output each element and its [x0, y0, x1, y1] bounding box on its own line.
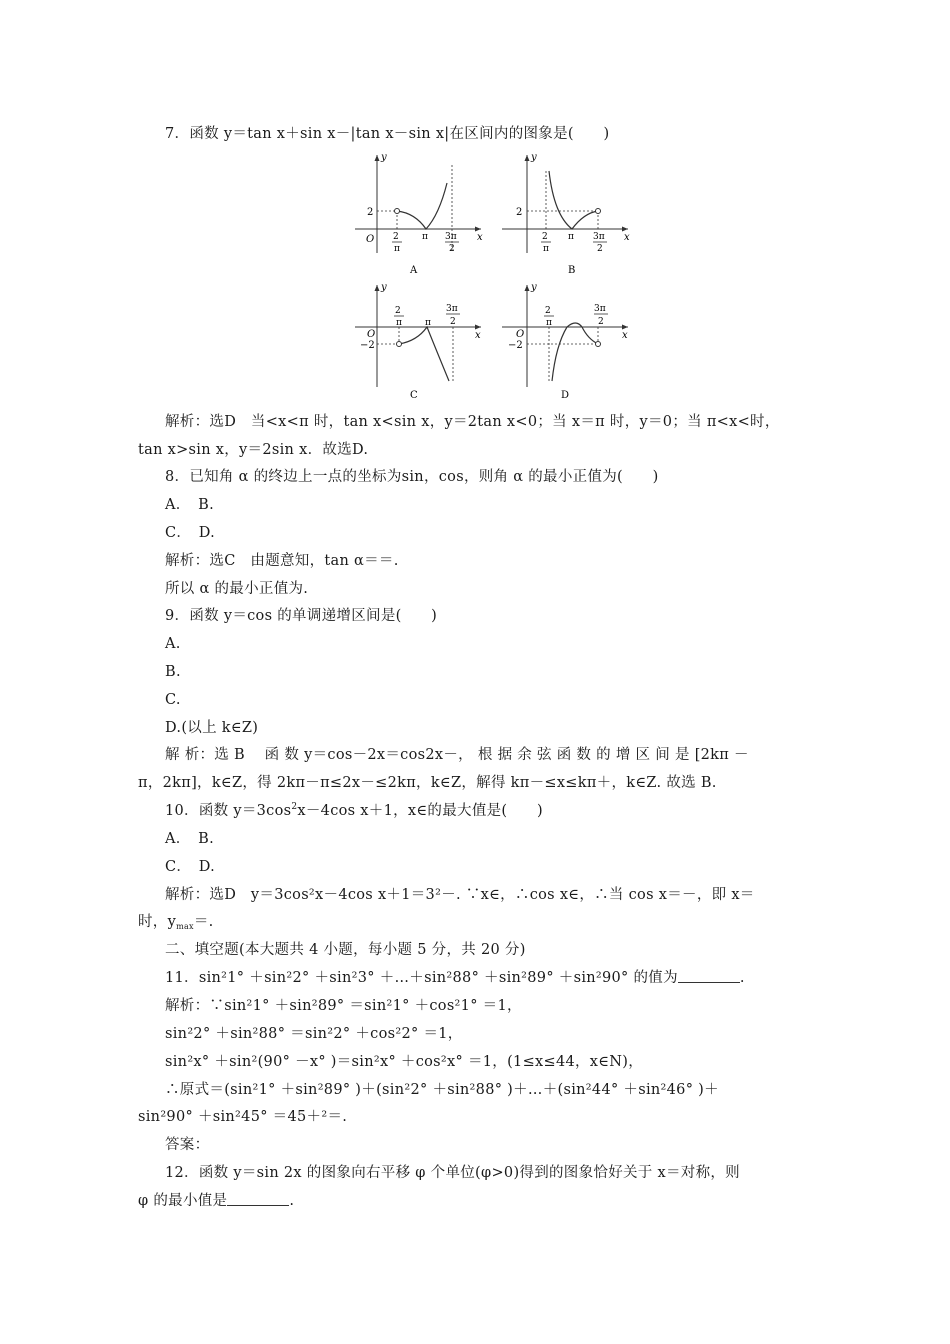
- svg-text:2: 2: [516, 207, 523, 218]
- svg-text:π: π: [546, 318, 552, 328]
- svg-text:x: x: [624, 232, 630, 243]
- q7-solution-2: tan x>sin x，y＝2sin x．故选D.: [138, 442, 369, 458]
- q9-option-d: D.(以上 k∈Z): [165, 720, 259, 736]
- q10-solution-1: 解析：选D y＝3cos²x－4cos x＋1＝3²－. ∵x∈，∴cos x∈，∴当 cos x＝－，即 x＝: [165, 887, 755, 903]
- q8-options-ab: A． B.: [165, 497, 214, 513]
- svg-text:π: π: [422, 232, 428, 242]
- q11-solution-5: sin²90° ＋sin²45° ＝45＋²＝.: [138, 1109, 348, 1125]
- q10-solution-2: 时，$y_{max}=$.: [138, 914, 214, 931]
- svg-text:π: π: [394, 244, 400, 254]
- q12-stem: 12．函数 y＝sin 2x 的图象向右平移 φ 个单位(φ>0)得到的图象恰好关于 x＝对称，则: [165, 1165, 740, 1181]
- q9-solution-1: 解 析：选 B 函 数 y＝cos－2x＝cos2x－， 根 据 余 弦 函 数 的 增 区 间 是 [2kπ －: [165, 747, 749, 763]
- curve: [397, 183, 447, 229]
- q8-solution-1: 解析：选C 由题意知，tan α＝＝.: [165, 553, 399, 569]
- q11-solution-4: ∴原式＝(sin²1° ＋sin²89° )＋(sin²2° ＋sin²88° )＋…＋(sin²44° ＋sin²46° )＋: [165, 1082, 719, 1098]
- graph-a: [355, 152, 485, 280]
- svg-text:2: 2: [450, 317, 456, 327]
- graph-b-label: B: [568, 265, 576, 276]
- answer-blank[interactable]: [227, 1193, 289, 1206]
- q10-options-cd: C． D.: [165, 859, 216, 875]
- svg-text:x: x: [477, 232, 483, 243]
- q10-stem: 10．函数 $y=3\cos^2x-4\cos$ x＋1，x∈的最大值是( ): [165, 802, 543, 819]
- q11-solution-2: sin²2° ＋sin²88° ＝sin²2° ＋cos²2° ＝1，: [165, 1026, 463, 1042]
- svg-text:2: 2: [545, 306, 551, 316]
- svg-text:π: π: [425, 318, 431, 328]
- svg-text:2: 2: [395, 306, 401, 316]
- svg-text:2: 2: [598, 317, 604, 327]
- svg-text:y: y: [381, 282, 387, 293]
- graph-d-label: D: [561, 390, 570, 401]
- svg-text:2: 2: [449, 244, 455, 254]
- q7-solution-1: 解析：选D 当<x<π 时，tan x<sin x，y＝2tan x<0；当 x＝π 时，y＝0；当 π<x<时，: [165, 414, 780, 430]
- svg-text:2: 2: [542, 232, 548, 242]
- graph-c: [355, 282, 485, 405]
- svg-text:3π: 3π: [445, 232, 457, 242]
- q12-stem-2: φ 的最小值是 .: [138, 1193, 295, 1209]
- svg-text:π: π: [568, 232, 574, 242]
- svg-text:π: π: [396, 318, 402, 328]
- svg-text:2: 2: [393, 232, 399, 242]
- svg-text:3π: 3π: [593, 232, 605, 242]
- q10-options-ab: A． B.: [165, 831, 214, 847]
- q11-stem: 11．sin²1° ＋sin²2° ＋sin²3° ＋…＋sin²88° ＋sin²89° ＋sin²90° 的值为 .: [165, 970, 745, 986]
- svg-text:O: O: [366, 234, 375, 245]
- svg-text:x: x: [622, 330, 628, 341]
- q11-answer-label: 答案：: [165, 1137, 210, 1153]
- graph-c-label: C: [410, 390, 418, 401]
- svg-text:−2: −2: [360, 340, 375, 351]
- svg-text:3π: 3π: [446, 304, 458, 314]
- q9-option-a: A.: [165, 636, 181, 652]
- svg-text:x: x: [475, 330, 481, 341]
- q9-stem: 9．函数 y＝cos 的单调递增区间是( ): [165, 608, 438, 624]
- svg-text:y: y: [381, 152, 387, 163]
- graph-b: [502, 152, 632, 280]
- svg-text:y: y: [531, 152, 537, 163]
- q11-solution-1: 解析：∵sin²1° ＋sin²89° ＝sin²1° ＋cos²1° ＝1，: [165, 998, 522, 1014]
- svg-text:2: 2: [367, 207, 374, 218]
- svg-text:O: O: [367, 329, 376, 340]
- q11-solution-3: sin²x° ＋sin²(90° －x° )＝sin²x° ＋cos²x° ＝1，(1≤x≤44，x∈N)，: [165, 1054, 644, 1070]
- graph-a-label: A: [410, 265, 418, 276]
- svg-text:O: O: [516, 329, 525, 340]
- svg-text:2: 2: [597, 244, 603, 254]
- q8-options-cd: C． D.: [165, 525, 216, 541]
- svg-text:π: π: [543, 244, 549, 254]
- q8-solution-2: 所以 α 的最小正值为.: [165, 581, 309, 597]
- q7-stem: 7．函数 y＝tan x＋sin x－|tan x－sin x|在区间内的图象是( ): [165, 126, 610, 142]
- q9-option-b: B.: [165, 664, 181, 680]
- answer-blank[interactable]: [678, 970, 740, 983]
- svg-text:3π: 3π: [594, 304, 606, 314]
- q9-option-c: C.: [165, 692, 181, 708]
- svg-text:y: y: [531, 282, 537, 293]
- q8-stem: 8．已知角 α 的终边上一点的坐标为sin，cos，则角 α 的最小正值为( ): [165, 469, 659, 485]
- section-2-heading: 二、填空题(本大题共 4 小题，每小题 5 分，共 20 分): [165, 942, 526, 958]
- graph-d: [502, 282, 632, 405]
- q9-solution-2: π，2kπ]，k∈Z，得 2kπ－π≤2x－≤2kπ，k∈Z，解得 kπ－≤x≤kπ＋，k∈Z. 故选 B.: [138, 775, 717, 791]
- svg-text:−2: −2: [508, 340, 523, 351]
